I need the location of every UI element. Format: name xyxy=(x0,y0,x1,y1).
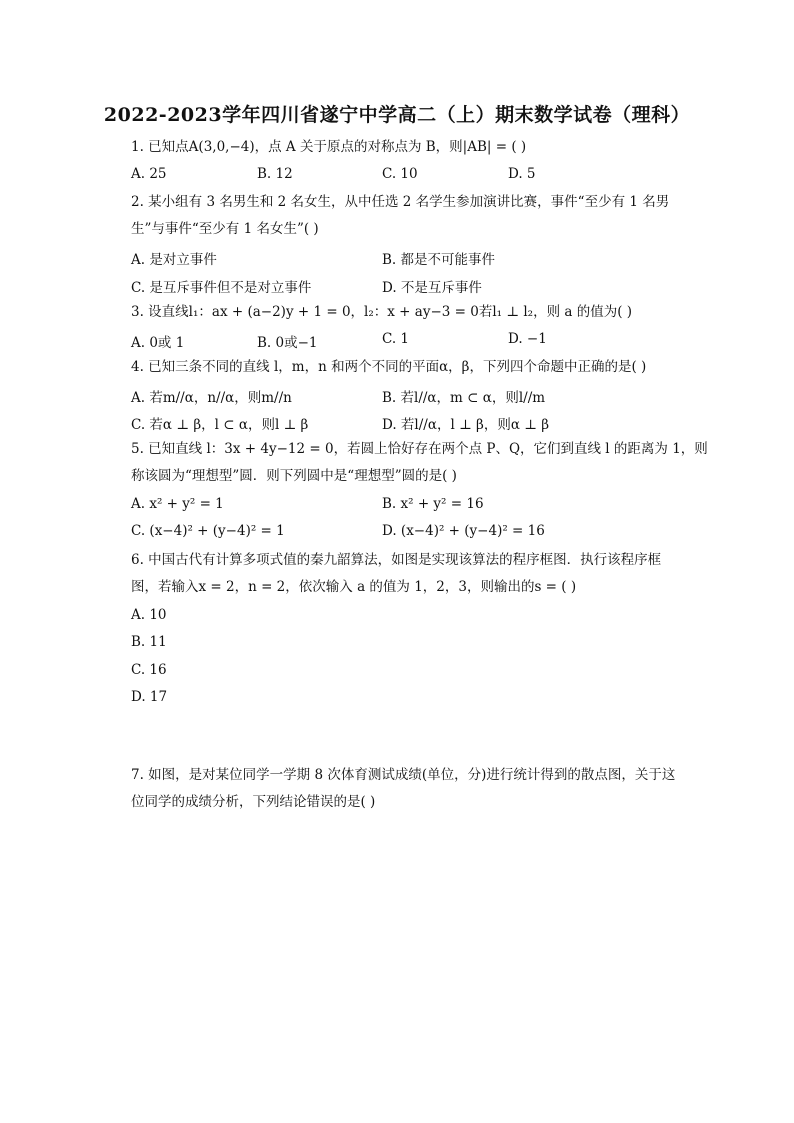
question-3 xyxy=(131,299,691,326)
option-b: B. 若l//α，m ⊂ α，则l//m xyxy=(382,390,546,406)
option-d: D. −1 xyxy=(508,331,547,347)
option-c: C. 若α ⊥ β，l ⊂ α，则l ⊥ β xyxy=(131,417,309,433)
question-text: 2. 某小组有 3 名男生和 2 名女生，从中任选 2 名学生参加演讲比赛，事件“至少有 1 名男 xyxy=(131,194,670,210)
option-d: D. 5 xyxy=(508,166,536,182)
question-text: 7. 如图，是对某位同学一学期 8 次体育测试成绩(单位，分)进行统计得到的散点图，关于这 xyxy=(131,767,676,783)
option-d: D. (x−4)² + (y−4)² = 16 xyxy=(382,523,545,539)
question-4 xyxy=(131,354,691,381)
option-b: B. 0或−1 xyxy=(257,335,318,351)
option-c: C. (x−4)² + (y−4)² = 1 xyxy=(131,523,285,539)
question-2 xyxy=(131,189,691,243)
option-a: A. x² + y² = 1 xyxy=(131,496,224,512)
option-b: B. 12 xyxy=(257,166,293,182)
option-d: D. 若l//α，l ⊥ β，则α ⊥ β xyxy=(382,417,550,433)
option-d: D. 不是互斥事件 xyxy=(382,280,482,296)
option-b: B. 11 xyxy=(131,634,167,650)
option-c: C. 16 xyxy=(131,662,167,678)
exam-title: 2022-2023学年四川省遂宁中学高二（上）期末数学试卷（理科） xyxy=(103,104,691,126)
question-text: 图，若输入x = 2，n = 2，依次输入 a 的值为 1，2，3，则输出的s = ( ) xyxy=(131,579,577,595)
question-text: 位同学的成绩分析，下列结论错误的是( ) xyxy=(131,794,376,810)
question-text: 3. 设直线l₁：ax + (a−2)y + 1 = 0，l₂：x + ay−3 = 0若l₁ ⊥ l₂，则 a 的值为( ) xyxy=(131,304,633,320)
option-b: B. x² + y² = 16 xyxy=(382,496,484,512)
question-text: 1. 已知点A(3,0,−4)，点 A 关于原点的对称点为 B，则|AB| = ( ) xyxy=(131,139,527,155)
option-a: A. 0或 1 xyxy=(131,335,185,351)
question-text: 4. 已知三条不同的直线 l，m，n 和两个不同的平面α，β，下列四个命题中正确的是( ) xyxy=(131,359,647,375)
question-5 xyxy=(131,436,708,490)
question-6 xyxy=(131,547,691,601)
option-c: C. 10 xyxy=(382,166,418,182)
question-text: 生”与事件“至少有 1 名女生”( ) xyxy=(131,221,319,237)
question-1 xyxy=(131,134,691,161)
option-a: A. 若m//α，n//α，则m//n xyxy=(131,390,292,406)
option-c: C. 1 xyxy=(382,331,410,347)
option-d: D. 17 xyxy=(131,689,168,705)
option-a: A. 10 xyxy=(131,607,167,623)
option-b: B. 都是不可能事件 xyxy=(382,252,496,268)
question-text: 称该圆为“理想型”圆．则下列圆中是“理想型”圆的是( ) xyxy=(131,468,457,484)
question-text: 6. 中国古代有计算多项式值的秦九韶算法，如图是实现该算法的程序框图．执行该程序框 xyxy=(131,552,662,568)
question-text: 5. 已知直线 l：3x + 4y−12 = 0，若圆上恰好存在两个点 P、Q，它们到直线 l 的距离为 1，则 xyxy=(131,441,708,457)
option-a: A. 是对立事件 xyxy=(131,252,217,268)
option-a: A. 25 xyxy=(131,166,167,182)
question-7 xyxy=(131,762,691,816)
option-c: C. 是互斥事件但不是对立事件 xyxy=(131,280,312,296)
